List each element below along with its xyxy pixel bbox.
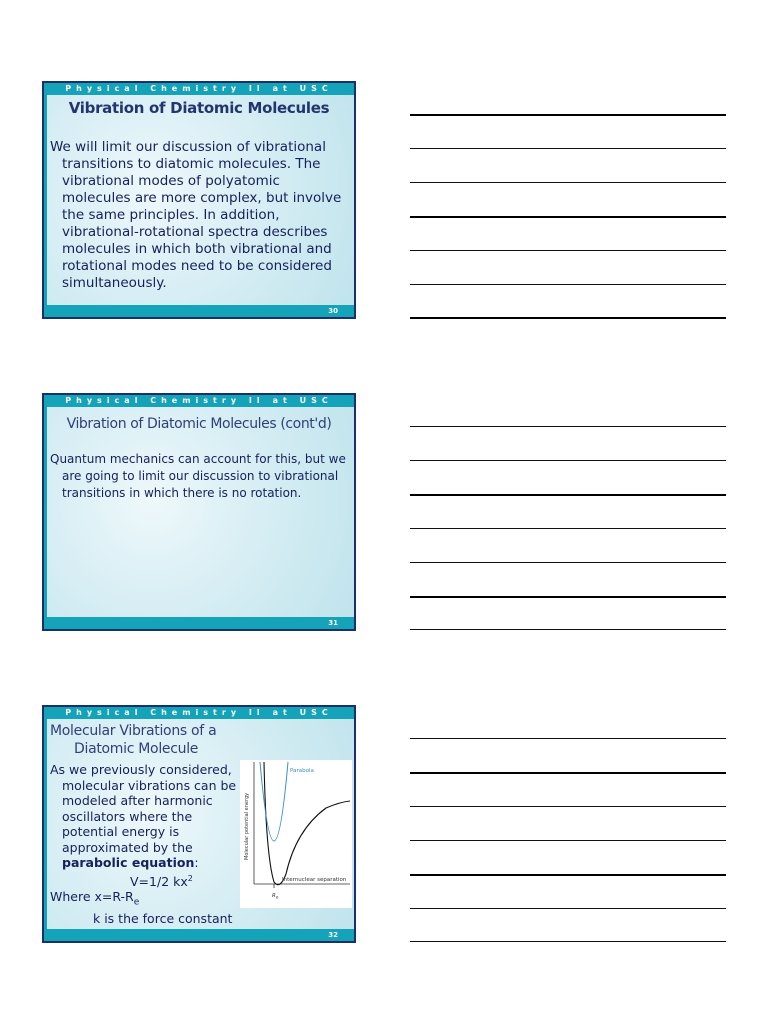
slide-body [50,139,346,292]
notes-line [410,874,726,876]
where-text: Where x=R-R [50,889,134,905]
colon: : [194,855,199,870]
slide-accent-bar [44,719,47,929]
slide-body [50,762,240,927]
notes-line [410,148,726,149]
slide-30 [42,81,356,319]
slide-32 [42,705,356,943]
slide-body-text: Quantum mechanics can account for this, but we are going to limit our discussion to vibrational transitions in which there is no rotation. [50,452,346,500]
notes-line [410,250,726,251]
parabolic-equation-label: parabolic equation [62,855,195,870]
notes-line [410,562,726,563]
notes-line [410,629,726,630]
re-marker-letter: R [272,893,276,899]
notes-line [410,284,726,285]
slide-accent-bar [44,95,47,305]
notes-line [410,941,726,942]
notes-line [410,460,726,461]
where-subscript: e [133,897,140,908]
equation-exponent: 2 [187,873,193,883]
notes-line [410,596,726,598]
morse-curve [264,762,350,885]
notes-line [410,806,726,807]
y-axis-label: Molecular potential energy [244,792,250,860]
re-marker-subscript: e [275,894,279,900]
notes-line [410,426,726,427]
slide-body-text: We will limit our discussion of vibrational transitions to diatomic molecules. The vibrational modes of polyatomic molecules are more complex, but involve the same principles. In addition, vibrational-rotational spectra describes molecules in which both vibrational and rotational modes need to be considered simultaneously. [50,139,342,291]
x-axis-label: Internuclear separation [282,877,347,883]
slide-header: Physical Chemistry II at USC [44,83,354,95]
slide-number: 30 [44,305,354,317]
slide-title: Vibration of Diatomic Molecules (cont'd) [66,416,332,432]
notes-line [410,908,726,909]
notes-line [410,216,726,218]
notes-line [410,738,726,739]
slide-body-paragraph [50,762,240,871]
slide-31 [42,393,356,631]
slide-title-line-1: Molecular Vibrations of a [50,723,217,739]
notes-line [410,182,726,183]
potential-energy-plot [240,760,352,908]
notes-line [410,114,726,116]
force-constant-line: k is the force constant [93,911,233,927]
notes-line [410,528,726,529]
slide-header: Physical Chemistry II at USC [44,707,354,719]
equation-text: V=1/2 kx [130,873,188,889]
where-line [50,889,240,911]
slide-body-text: As we previously considered, molecular vibrations can be modeled after harmonic oscillators where the potential energy is approximated by the [50,762,237,855]
slide-body [50,451,346,502]
notes-line [410,317,726,319]
notes-line [410,772,726,774]
slide-title-line-2: Diatomic Molecule [74,741,199,757]
notes-line [410,840,726,841]
slide-accent-bar [44,407,47,617]
notes-line [410,494,726,496]
slide-title: Vibration of Diatomic Molecules [68,99,330,117]
slide-number: 32 [44,929,354,941]
slide-title [50,722,240,758]
slide-number: 31 [44,617,354,629]
equation [50,871,240,890]
slide-header: Physical Chemistry II at USC [44,395,354,407]
parabola-label: Parabola [290,768,314,774]
re-marker-label [272,893,279,900]
potential-energy-figure [240,760,352,908]
